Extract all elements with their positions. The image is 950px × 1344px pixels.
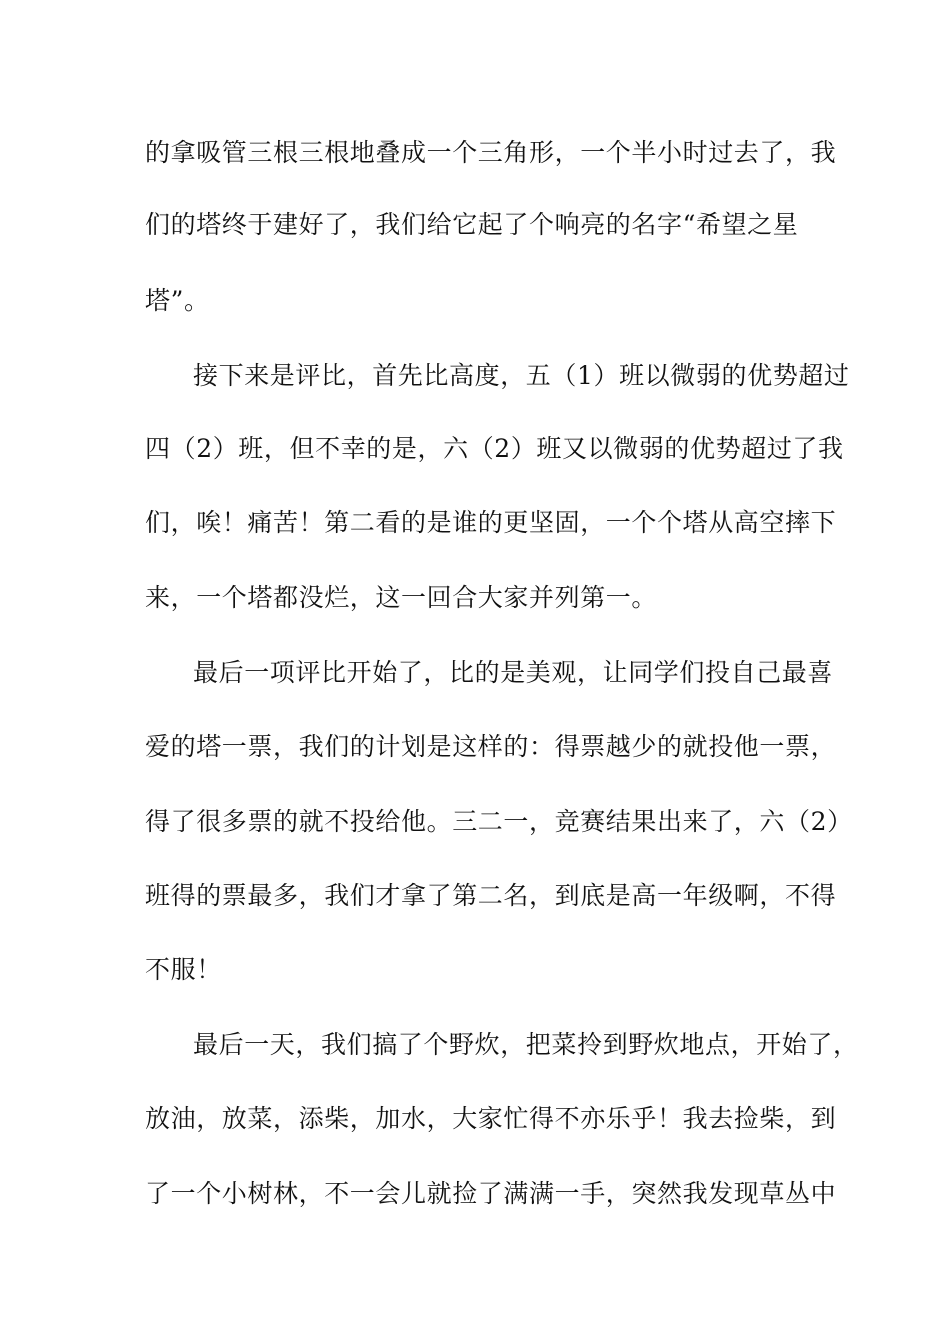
text-line: 四（2）班，但不幸的是，六（2）班又以微弱的优势超过了我 [145,434,844,463]
text-line: 了一个小树林，不一会儿就捡了满满一手，突然我发现草丛中 [145,1179,837,1208]
text-line: 班得的票最多，我们才拿了第二名，到底是高一年级啊，不得 [145,881,837,910]
text-line: 的拿吸管三根三根地叠成一个三角形，一个半小时过去了，我 [145,138,837,167]
text-line: 塔”。 [145,286,210,315]
text-line: 们，唉！痛苦！第二看的是谁的更坚固，一个个塔从高空摔下 [145,508,837,537]
text-line: 得了很多票的就不投给他。三二一，竞赛结果出来了，六（2） [145,807,853,836]
text-line: 来，一个塔都没烂，这一回合大家并列第一。 [145,583,658,612]
text-line: 不服！ [145,955,222,984]
paragraph-start-line: 接下来是评比，首先比高度，五（1）班以微弱的优势超过 [193,361,850,390]
text-line: 们的塔终于建好了，我们给它起了个响亮的名字“希望之星 [145,210,799,239]
text-line: 放油，放菜，添柴，加水，大家忙得不亦乐乎！我去捡柴，到 [145,1104,837,1133]
paragraph-start-line: 最后一天，我们搞了个野炊，把菜拎到野炊地点，开始了， [193,1030,859,1059]
paragraph-start-line: 最后一项评比开始了，比的是美观，让同学们投自己最喜 [193,658,834,687]
text-line: 爱的塔一票，我们的计划是这样的：得票越少的就投他一票， [145,732,837,761]
